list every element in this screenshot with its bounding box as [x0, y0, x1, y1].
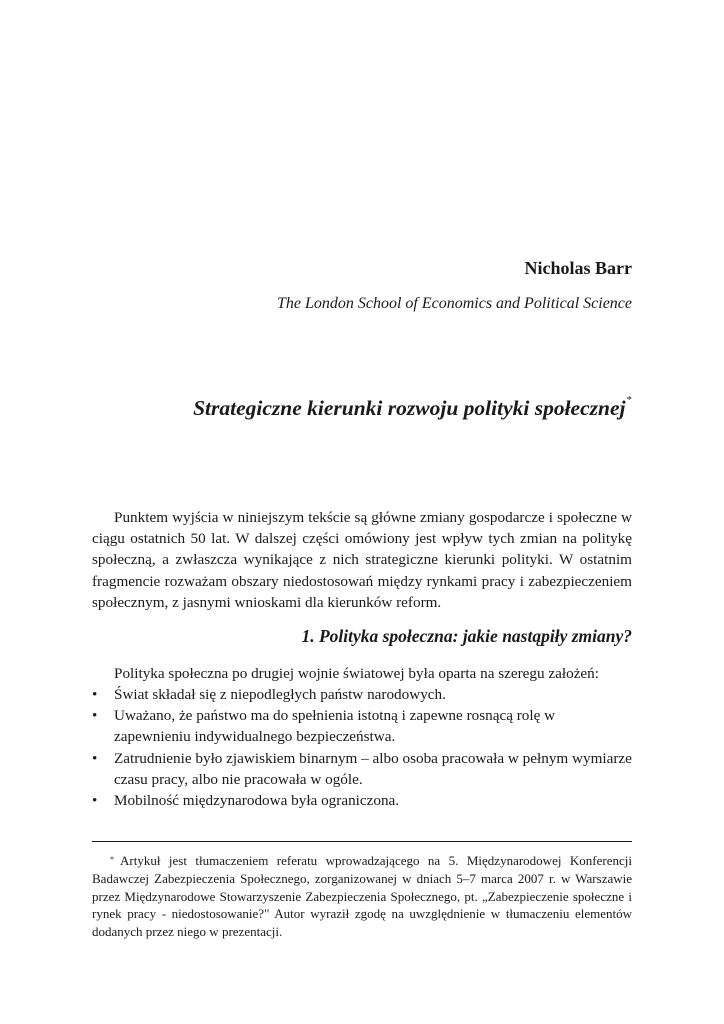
list-item-text: Uważano, że państwo ma do spełnienia istotną i zapewne rosnącą rolę w zapewnieniu indywidualnego bezpieczeństwa.: [114, 707, 556, 746]
footnote-divider: [92, 841, 632, 842]
section-heading: 1. Polityka społeczna: jakie nastąpiły zmiany?: [301, 626, 632, 646]
list-item: [92, 705, 632, 747]
bullet-marker: •: [92, 707, 98, 725]
bullet-marker: •: [92, 686, 98, 703]
list-item-text: Zatrudnienie było zjawiskiem binarnym – albo osoba pracowała w pełnym wymiarze czasu pracy, albo nie pracowała w ogóle.: [114, 749, 632, 788]
abstract-paragraph: Punktem wyjścia w niniejszym tekście są główne zmiany gospodarcze i społeczne w ciągu ostatnich 50 lat. W dalszej części omówiony jest wpływ tych zmian na politykę społeczną, a zwłaszcza wynikające z nich strategiczne kierunki polityki. W ostatnim fragmencie rozważam obszary niedostosowań między rynkami pracy i zabezpieczeniem społecznym, z jasnymi wnioskami dla kierunków reform.: [92, 509, 632, 611]
section-intro-paragraph: Polityka społeczna po drugiej wojnie światowej była oparta na szeregu założeń:: [114, 665, 599, 682]
title-footnote-mark: *: [626, 394, 632, 406]
bullet-marker: •: [92, 792, 98, 810]
article-title: [193, 396, 632, 421]
article-title-text: Strategiczne kierunki rozwoju polityki społecznej: [193, 396, 626, 420]
list-item: [92, 684, 632, 705]
author-affiliation: The London School of Economics and Political Science: [276, 295, 632, 312]
list-item-text: Mobilność międzynarodowa była ograniczona.: [114, 792, 400, 810]
list-item: [92, 790, 632, 811]
author-name: Nicholas Barr: [524, 258, 632, 278]
footnote-text: Artykuł jest tłumaczeniem referatu wprowadzającego na 5. Międzynarodowej Konferencji Badawczej Zabezpieczenia Społecznego, zorganizowanej w dniach 5–7 marca 2007 r. w Warszawie przez Międzynarodowe Stowarzyszenie Zabezpieczenia Społecznego, pt. „Zabezpieczenie społeczne i rynek pracy - niedostosowanie?" Autor wyraził zgodę na uwzględnienie w tłumaczeniu elementów dodanych przez niego w prezentacji.: [92, 853, 632, 940]
bullet-marker: •: [92, 749, 98, 767]
list-item: [92, 748, 632, 790]
footnote-mark: *: [110, 855, 114, 864]
footnote: [92, 852, 632, 941]
assumptions-list: [92, 684, 632, 811]
list-item-text: Świat składał się z niepodległych państw narodowych.: [114, 686, 446, 703]
